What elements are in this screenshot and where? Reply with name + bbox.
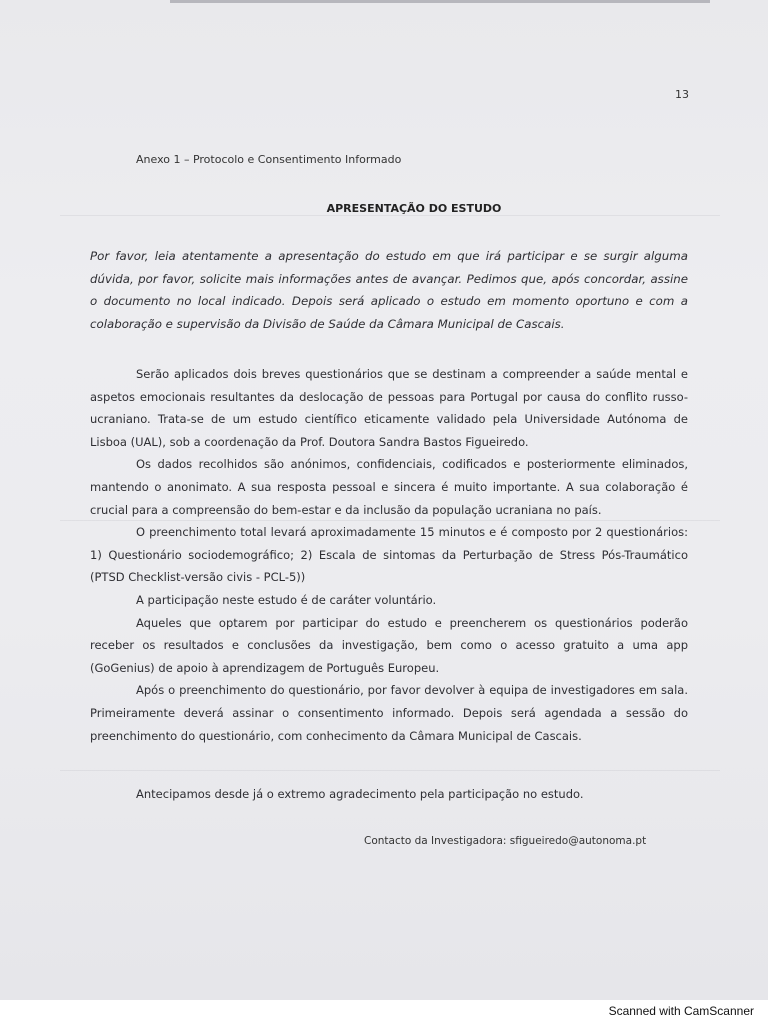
paragraph-data-privacy: Os dados recolhidos são anónimos, confidenciais, codificados e posteriormente eliminados, mantendo o anonimato. A sua resposta pessoal e sincera é muito importante. A sua colaboração é crucial para a compreensão do bem-estar e da inclusão da população ucraniana no país. [90,457,688,517]
paper-crease [60,770,720,771]
annex-heading: Anexo 1 – Protocolo e Consentimento Informado [136,153,402,166]
intro-paragraph: Por favor, leia atentamente a apresentação do estudo em que irá participar e se surgir alguma dúvida, por favor, solicite mais informações antes de avançar. Pedimos que, após concordar, assine o documento no local indicado. Depois será aplicado o estudo em momento oportuno e com a colaboração e supervisão da Divisão de Saúde da Câmara Municipal de Cascais. [90,249,688,331]
document-title: APRESENTAÇÃO DO ESTUDO [326,202,502,215]
body-text [90,363,688,747]
paragraph-return: Após o preenchimento do questionário, por favor devolver à equipa de investigadores em sala. Primeiramente deverá assinar o consentimento informado. Depois será agendada a sessão do preenchimento do questionário, com conhecimento da Câmara Municipal de Cascais. [90,683,688,743]
paragraph-questionnaires: Serão aplicados dois breves questionários que se destinam a compreender a saúde mental e aspetos emocionais resultantes da deslocação de pessoas para Portugal por causa do conflito russo-ucraniano. Trata-se de um estudo científico eticamente validado pela Universidade Autónoma de Lisboa (UAL), sob a coordenação da Prof. Doutora Sandra Bastos Figueiredo. [90,367,688,449]
page-number: 13 [675,88,689,101]
paragraph-voluntary: A participação neste estudo é de caráter voluntário. [136,592,437,607]
camscanner-watermark: Scanned with CamScanner [608,1004,754,1018]
closing-thanks: Antecipamos desde já o extremo agradecimento pela participação no estudo. [136,787,584,801]
page-top-edge [170,0,710,3]
paper-crease [60,215,720,216]
paragraph-results: Aqueles que optarem por participar do estudo e preencherem os questionários poderão receber os resultados e conclusões da investigação, bem como o acesso gratuito a uma app (GoGenius) de apoio à aprendizagem de Português Europeu. [90,615,688,675]
paragraph-duration: O preenchimento total levará aproximadamente 15 minutos e é composto por 2 questionários: 1) Questionário sociodemográfico; 2) Escala de sintomas da Perturbação de Stress Pós-Traumático (PTSD Checklist-versão civis - PCL-5)) [90,525,688,585]
scan-footer [0,1000,768,1024]
researcher-contact: Contacto da Investigadora: sfigueiredo@autonoma.pt [364,835,647,847]
